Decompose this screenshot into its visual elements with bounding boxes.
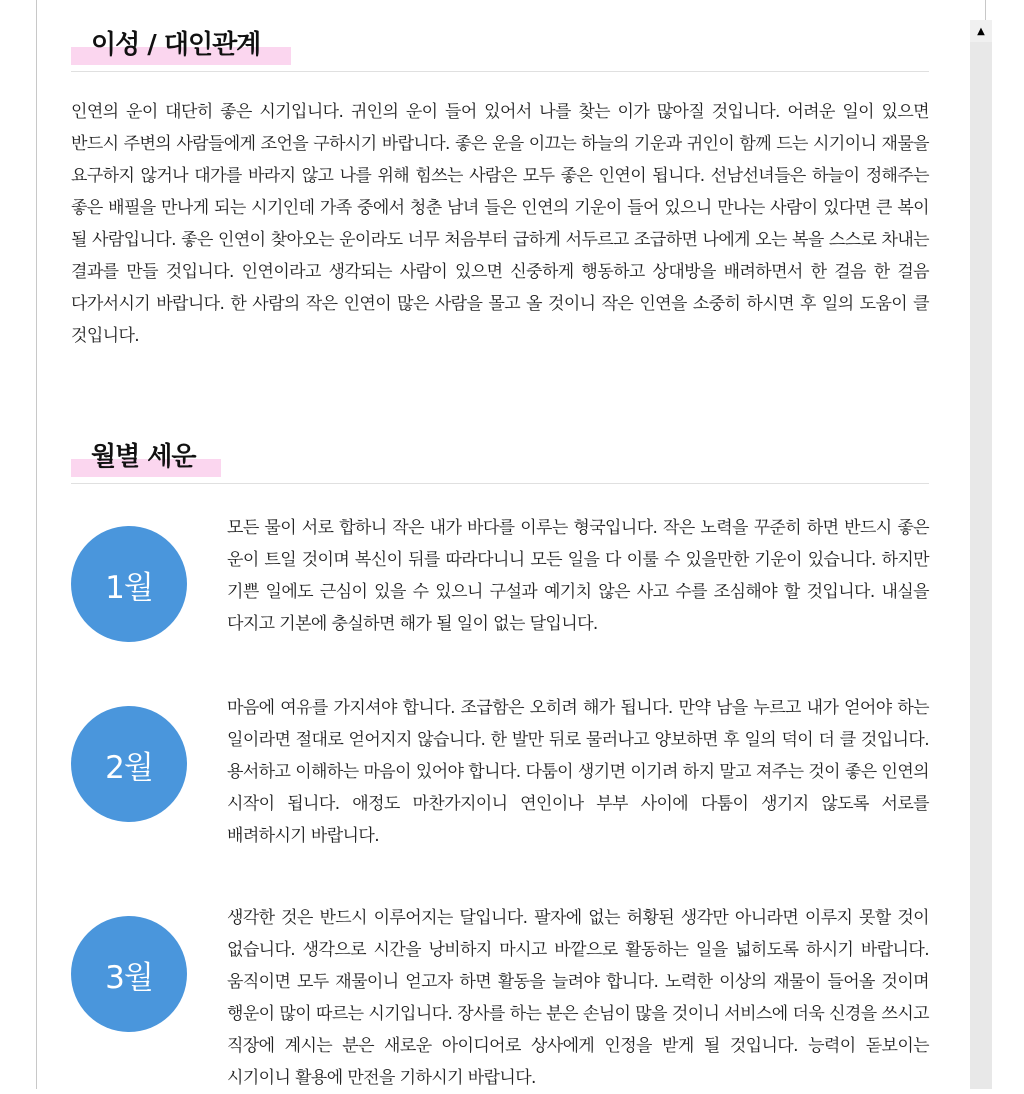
relation-section-title: 이성 / 대인관계 <box>91 30 261 60</box>
month-text-1: 모든 물이 서로 합하니 작은 내가 바다를 이루는 형국입니다. 작은 노력을 꾸준히 하면 반드시 좋은 운이 트일 것이며 복신이 뒤를 따라다니니 모든 일을 다 이룰 수 있을만한 기운이 있습니다. 하지만 기쁜 일에도 근심이 있을 수 있으니 구설과 예기치 않은 사고 수를 조심해야 할 것입니다. 내실을 다지고 기본에 충실하면 해가 될 일이 없는 달입니다. <box>227 518 929 634</box>
monthly-section-title: 월별 세운 <box>91 442 196 472</box>
vertical-scrollbar[interactable] <box>970 20 992 1089</box>
relation-section-header <box>71 0 929 72</box>
monthly-section-header <box>71 412 929 484</box>
month-text-2: 마음에 여유를 가지셔야 합니다. 조급함은 오히려 해가 됩니다. 만약 남을 누르고 내가 얻어야 하는 일이라면 절대로 얻어지지 않습니다. 한 발만 뒤로 물러나고 양보하면 후 일의 덕이 더 클 것입니다. 용서하고 이해하는 마음이 있어야 합니다. 다툼이 생기면 이기려 하지 말고 져주는 것이 좋은 인연의 시작이 됩니다. 애정도 마찬가지이니 연인이나 부부 사이에 다툼이 생기지 않도록 서로를 배려하시기 바랍니다. <box>227 698 929 846</box>
scroll-up-arrow-icon[interactable]: ▲ <box>970 20 992 42</box>
relation-text: 인연의 운이 대단히 좋은 시기입니다. 귀인의 운이 들어 있어서 나를 찾는 이가 많아질 것입니다. 어려운 일이 있으면 반드시 주변의 사람들에게 조언을 구하시기 바랍니다. 좋은 운을 이끄는 하늘의 기운과 귀인이 함께 드는 시기이니 재물을 요구하지 않거나 대가를 바라지 않고 나를 위해 힘쓰는 사람은 모두 좋은 인연이 됩니다. 선남선녀들은 하늘이 정해주는 좋은 배필을 만나게 되는 시기인데 가족 중에서 청춘 남녀 들은 인연의 기운이 들어 있으니 만나는 사람이 있다면 큰 복이 될 사람입니다. 좋은 인연이 찾아오는 운이라도 너무 처음부터 급하게 서두르고 조급하면 나에게 오는 복을 스스로 차내는 결과를 만들 것입니다. 인연이라고 생각되는 사람이 있으면 신중하게 행동하고 상대방을 배려하면서 한 걸음 한 걸음 다가서시기 바랍니다. 한 사람의 작은 인연이 많은 사람을 몰고 올 것이니 작은 인연을 소중히 하시면 후 일의 도움이 클 것입니다. <box>71 102 929 346</box>
month-row-3 <box>71 902 929 1094</box>
month-badge-2: 2월 <box>71 706 187 822</box>
month-row-1 <box>71 512 929 642</box>
page-frame <box>36 0 986 1089</box>
month-text-3: 생각한 것은 반드시 이루어지는 달입니다. 팔자에 없는 허황된 생각만 아니라면 이루지 못할 것이 없습니다. 생각으로 시간을 낭비하지 마시고 바깥으로 활동하는 일을 넓히도록 하시기 바랍니다. 움직이면 모두 재물이니 얻고자 하면 활동을 늘려야 합니다. 노력한 이상의 재물이 들어올 것이며 행운이 많이 따르는 시기입니다. 장사를 하는 분은 손님이 많을 것이니 서비스에 더욱 신경을 쓰시고 직장에 계시는 분은 새로운 아이디어로 상사에게 인정을 받게 될 것입니다. 능력이 돋보이는 시기이니 활용에 만전을 기하시기 바랍니다. <box>227 908 929 1088</box>
content-area <box>71 0 929 1094</box>
month-badge-3: 3월 <box>71 916 187 1032</box>
month-row-2 <box>71 692 929 852</box>
month-badge-1: 1월 <box>71 526 187 642</box>
